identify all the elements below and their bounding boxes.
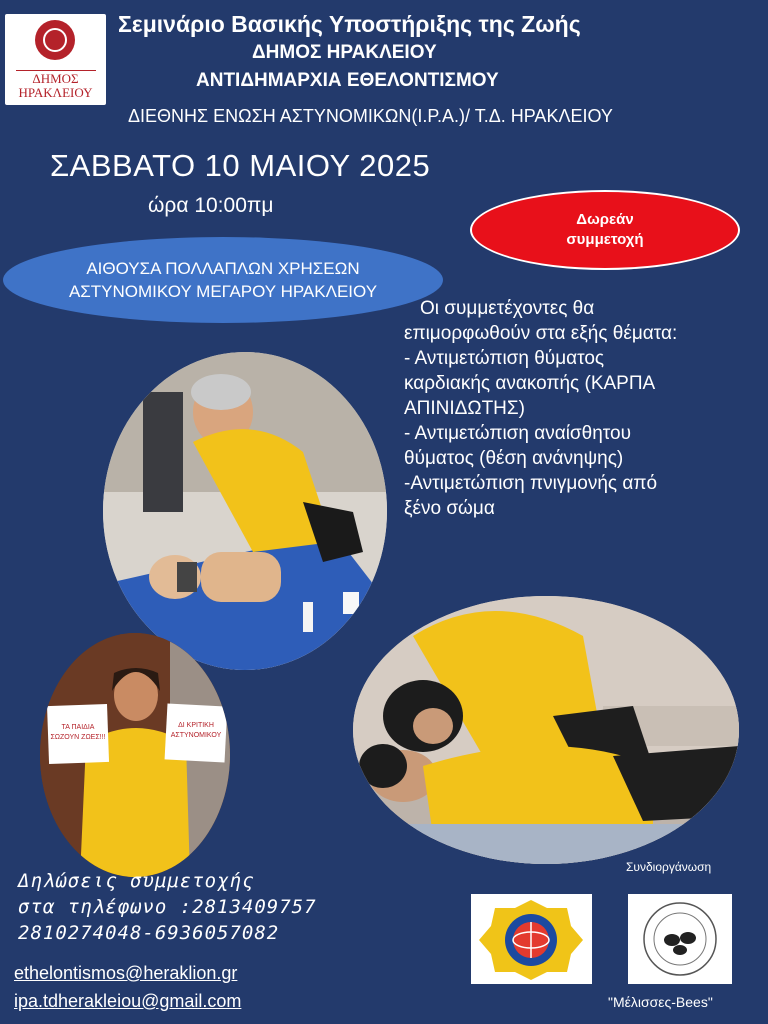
bees-caption: "Μέλισσες-Bees" — [608, 994, 713, 1010]
topic-item1-line3: ΑΠΙΝΙΔΩΤΗΣ) — [404, 398, 525, 419]
svg-text:ΑΣΤΥΝΟΜΙΚΟΥ: ΑΣΤΥΝΟΜΙΚΟΥ — [170, 732, 222, 739]
sign-right-text: ΔΙ ΚΡΙΤΙΚΗ — [178, 722, 214, 729]
department-name: ΑΝΤΙΔΗΜΑΡΧΙΑ ΕΘΕΛΟΝΤΙΣΜΟΥ — [196, 70, 499, 91]
municipality-logo-text — [5, 70, 106, 100]
association-name: ΔΙΕΘΝΗΣ ΕΝΩΣΗ ΑΣΤΥΝΟΜΙΚΩΝ(Ι.Ρ.Α.)/ Τ.Δ. ΗΡΑΚΛΕΙΟΥ — [128, 106, 613, 126]
topic-item2-line2: θύματος (θέση ανάνηψης) — [404, 448, 624, 469]
logo-text-line1: ΔΗΜΟΣ — [32, 71, 79, 86]
registration-contacts — [18, 868, 317, 946]
venue-line2: ΑΣΤΥΝΟΜΙΚΟΥ ΜΕΓΑΡΟΥ ΗΡΑΚΛΕΙΟΥ — [68, 282, 378, 301]
topics-intro-line1: Οι συμμετέχοντες θα — [420, 298, 595, 319]
municipality-emblem-icon — [35, 20, 75, 60]
venue-ellipse — [3, 237, 443, 323]
event-date: ΣΑΒΒΑΤΟ 10 ΜΑΙΟΥ 2025 — [50, 148, 431, 183]
rescue-breathing-photo — [353, 596, 739, 864]
svg-text:ΣΩΖΟΥΝ ΖΩΕΣ!!!: ΣΩΖΟΥΝ ΖΩΕΣ!!! — [50, 734, 106, 741]
sign-left-text: ΤΑ ΠΑΙΔΙΑ — [61, 724, 95, 731]
topic-item1-line1: - Αντιμετώπιση θύματος — [404, 348, 605, 369]
ipa-logo — [471, 894, 592, 984]
email-link-ethelontismos[interactable]: ethelontismos@heraklion.gr — [14, 963, 238, 983]
contacts-line3: 2810274048-6936057082 — [18, 922, 280, 944]
topic-item3-line1: -Αντιμετώπιση πνιγμονής από — [404, 473, 658, 494]
venue-line1: ΑΙΘΟΥΣΑ ΠΟΛΛΑΠΛΩΝ ΧΡΗΣΕΩΝ — [86, 259, 360, 278]
bees-logo — [628, 894, 732, 984]
event-time: ώρα 10:00πμ — [148, 194, 274, 217]
contacts-line1: Δηλώσεις συμμετοχής — [18, 870, 255, 892]
coorganizers-label: Συνδιοργάνωση — [626, 860, 712, 874]
child-with-signs-photo — [40, 633, 230, 877]
municipality-logo — [5, 14, 106, 105]
cpr-mannequin-photo — [103, 352, 387, 670]
contacts-line2: στα τηλέφωνο :2813409757 — [18, 896, 317, 918]
free-line1: Δωρεάν — [576, 211, 634, 228]
seminar-title: Σεμινάριο Βασικής Υποστήριξης της Ζωής — [118, 11, 581, 37]
topic-item2-line1: - Αντιμετώπιση αναίσθητου — [404, 423, 631, 444]
free-participation-badge — [470, 190, 740, 270]
free-line2: συμμετοχή — [566, 231, 644, 248]
topic-item1-line2: καρδιακής ανακοπής (ΚΑΡΠΑ — [404, 373, 656, 394]
topic-item3-line2: ξένο σώμα — [404, 498, 495, 519]
email-link-ipa[interactable]: ipa.tdherakleiou@gmail.com — [14, 991, 242, 1011]
municipality-name: ΔΗΜΟΣ ΗΡΑΚΛΕΙΟΥ — [252, 42, 437, 63]
topics-intro-line2: επιμορφωθούν στα εξής θέματα: — [404, 323, 678, 344]
logo-text-line2: ΗΡΑΚΛΕΙΟΥ — [18, 85, 93, 100]
topics-list — [404, 296, 764, 521]
